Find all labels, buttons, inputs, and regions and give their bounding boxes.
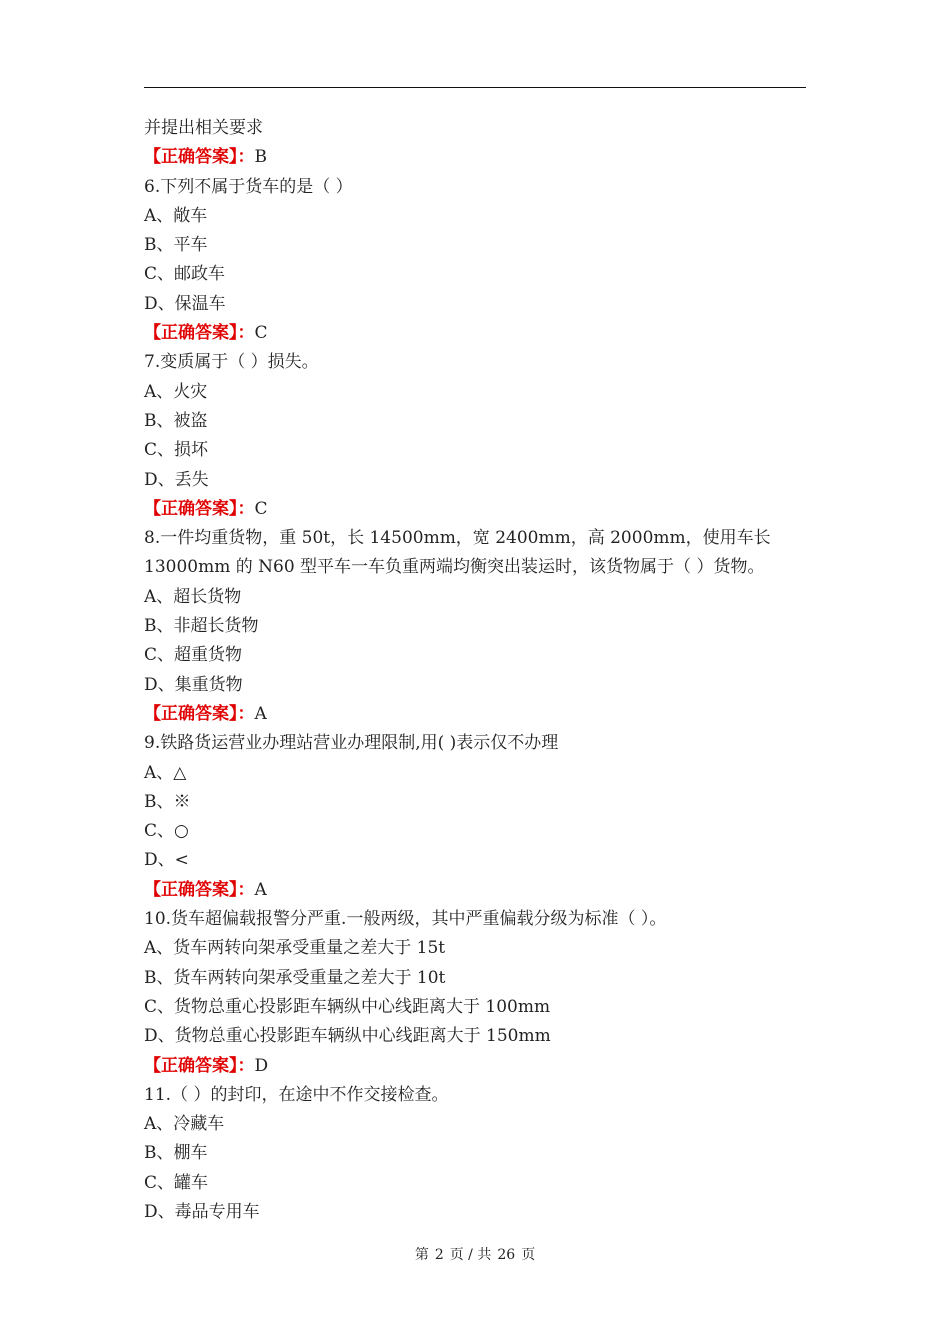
option-b: B、棚车	[144, 1143, 208, 1164]
option-a: A、超长货物	[144, 586, 242, 607]
question-stem: 9.铁路货运营业办理站营业办理限制,用( )表示仅不办理	[144, 733, 559, 754]
question-stem: 8.一件均重货物，重 50t，长 14500mm，宽 2400mm，高 2000mm，使用车长	[144, 528, 771, 549]
option-d: D、<	[144, 850, 189, 871]
option-b: B、非超长货物	[144, 616, 259, 637]
option-d: D、毒品专用车	[144, 1201, 260, 1222]
answer-value: C	[254, 498, 268, 519]
answer-label: 【正确答案】：	[144, 879, 255, 900]
intro-line: 并提出相关要求	[144, 118, 263, 138]
answer-value: D	[254, 1055, 269, 1076]
option-c: C、货物总重心投影距车辆纵中心线距离大于 100mm	[144, 996, 551, 1017]
option-c: C、损坏	[144, 440, 209, 461]
page-footer	[0, 1244, 950, 1264]
option-c: C、罐车	[144, 1172, 209, 1193]
option-d: D、货物总重心投影距车辆纵中心线距离大于 150mm	[144, 1026, 551, 1047]
option-c: C、超重货物	[144, 645, 243, 666]
answer-line	[144, 700, 824, 729]
question-content	[144, 114, 824, 1227]
answer-label: 【正确答案】：	[144, 498, 255, 519]
question-stem: 6.下列不属于货车的是（ ）	[144, 176, 353, 197]
answer-line	[144, 143, 824, 172]
answer-label: 【正确答案】：	[144, 147, 255, 168]
question-stem: 11.（ ）的封印，在途中不作交接检查。	[144, 1084, 449, 1105]
option-a: A、敞车	[144, 205, 208, 226]
option-a: A、冷藏车	[144, 1114, 225, 1135]
header-rule	[144, 87, 806, 88]
question-stem: 10.货车超偏载报警分严重.一般两级，其中严重偏载分级为标准（ ）。	[144, 909, 667, 930]
option-b: B、※	[144, 791, 191, 812]
question-stem: 7.变质属于（ ）损失。	[144, 352, 319, 373]
option-a: A、货车两转向架承受重量之差大于 15t	[144, 938, 446, 959]
answer-value: C	[254, 323, 268, 344]
footer-middle: 页 / 共	[449, 1247, 492, 1263]
page-number: 2	[434, 1247, 444, 1263]
option-c: C、邮政车	[144, 264, 226, 285]
answer-label: 【正确答案】：	[144, 1055, 255, 1076]
answer-label: 【正确答案】：	[144, 703, 255, 724]
answer-line	[144, 1052, 824, 1081]
option-a: A、火灾	[144, 381, 208, 402]
option-d: D、保温车	[144, 293, 226, 314]
answer-value: A	[254, 879, 267, 900]
option-b: B、被盗	[144, 410, 208, 431]
answer-line	[144, 876, 824, 905]
answer-line	[144, 495, 824, 524]
option-d: D、集重货物	[144, 674, 243, 695]
option-b: B、平车	[144, 235, 208, 256]
answer-value: A	[254, 703, 267, 724]
footer-suffix: 页	[521, 1247, 536, 1263]
answer-line	[144, 319, 824, 348]
question-stem-continued: 13000mm 的 N60 型平车一车负重两端均衡突出装运时，该货物属于（ ）货物。	[144, 557, 765, 578]
option-c: C、○	[144, 821, 189, 842]
option-a: A、△	[144, 762, 187, 783]
option-d: D、丢失	[144, 469, 209, 490]
option-b: B、货车两转向架承受重量之差大于 10t	[144, 967, 446, 988]
answer-label: 【正确答案】：	[144, 323, 255, 344]
footer-prefix: 第	[414, 1247, 429, 1263]
total-pages: 26	[497, 1247, 516, 1263]
answer-value: B	[254, 147, 267, 168]
